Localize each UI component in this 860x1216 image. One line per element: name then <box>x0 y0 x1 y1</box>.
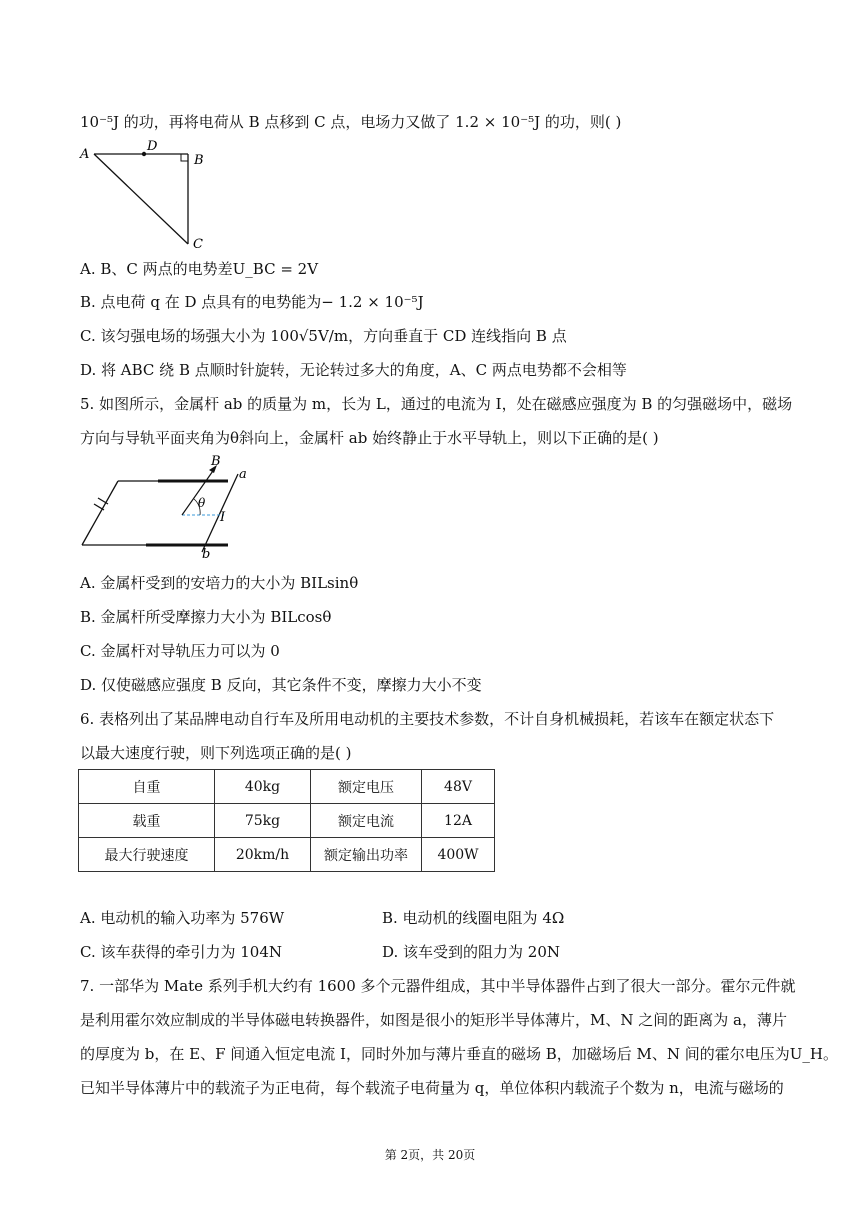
table-cell: 75kg <box>215 804 311 838</box>
table-cell: 48V <box>422 770 495 804</box>
q4-stem: 10⁻⁵J 的功，再将电荷从 B 点移到 C 点，电场力又做了 1.2 × 10⁻⁵J 的功，则( ) <box>80 113 622 131</box>
q5-stem-line2: 方向与导轨平面夹角为θ斜向上，金属杆 ab 始终静止于水平导轨上，则以下正确的是( ) <box>80 429 659 447</box>
q7-line2: 是利用霍尔效应制成的半导体磁电转换器件，如图是很小的矩形半导体薄片，M、N 之间的距离为 a，薄片 <box>80 1011 787 1029</box>
table-cell: 载重 <box>79 804 215 838</box>
q5-option-a: A. 金属杆受到的安培力的大小为 BILsinθ <box>80 574 359 592</box>
q6-spec-table <box>78 769 495 872</box>
q6-stem-line1: 6. 表格列出了某品牌电动自行车及所用电动机的主要技术参数，不计自身机械损耗，若该车在额定状态下 <box>80 710 775 728</box>
label-b: b <box>202 547 211 558</box>
table-cell: 40kg <box>215 770 311 804</box>
q7-line3: 的厚度为 b，在 E、F 间通入恒定电流 I，同时外加与薄片垂直的磁场 B，加磁场后 M、N 间的霍尔电压为U_H。 <box>80 1045 838 1063</box>
label-I: I <box>220 510 226 525</box>
label-C: C <box>193 237 203 252</box>
table-cell: 额定输出功率 <box>311 838 422 872</box>
q6-option-d: D. 该车受到的阻力为 20N <box>382 943 561 961</box>
q5-option-c: C. 金属杆对导轨压力可以为 0 <box>80 642 280 660</box>
q5-option-b: B. 金属杆所受摩擦力大小为 BILcosθ <box>80 608 332 626</box>
table-cell: 自重 <box>79 770 215 804</box>
table-cell: 400W <box>422 838 495 872</box>
q5-stem-line1: 5. 如图所示，金属杆 ab 的质量为 m，长为 L，通过的电流为 I，处在磁感应强度为 B 的匀强磁场中，磁场 <box>80 395 793 413</box>
q7-line4: 已知半导体薄片中的载流子为正电荷，每个载流子电荷量为 q，单位体积内载流子个数为 n，电流与磁场的 <box>80 1079 784 1097</box>
q4-option-d: D. 将 ABC 绕 B 点顺时针旋转，无论转过多大的角度，A、C 两点电势都不会相等 <box>80 361 627 379</box>
label-a: a <box>239 467 247 482</box>
table-cell: 额定电流 <box>311 804 422 838</box>
q6-option-c: C. 该车获得的牵引力为 104N <box>80 943 283 961</box>
table-cell: 额定电压 <box>311 770 422 804</box>
table-cell: 12A <box>422 804 495 838</box>
q4-triangle-figure <box>74 136 214 254</box>
label-B-field: B <box>211 454 221 469</box>
table-cell: 20km/h <box>215 838 311 872</box>
table-row <box>79 838 495 872</box>
table-row <box>79 770 495 804</box>
label-D: D <box>147 139 158 154</box>
label-A: A <box>80 147 90 162</box>
label-theta: θ <box>198 496 206 510</box>
q6-option-a: A. 电动机的输入功率为 576W <box>80 909 285 927</box>
q7-line1: 7. 一部华为 Mate 系列手机大约有 1600 多个元器件组成，其中半导体器件占到了很大一部分。霍尔元件就 <box>80 977 796 995</box>
q6-stem-line2: 以最大速度行驶，则下列选项正确的是( ) <box>80 744 352 762</box>
table-row <box>79 804 495 838</box>
q4-option-b: B. 点电荷 q 在 D 点具有的电势能为− 1.2 × 10⁻⁵J <box>80 293 424 311</box>
q5-rail-figure <box>78 452 248 558</box>
q5-option-d: D. 仅使磁感应强度 B 反向，其它条件不变，摩擦力大小不变 <box>80 676 482 694</box>
page-footer: 第 2页，共 20页 <box>384 1148 476 1162</box>
q4-option-c: C. 该匀强电场的场强大小为 100√5V/m，方向垂直于 CD 连线指向 B 点 <box>80 327 567 345</box>
q6-option-b: B. 电动机的线圈电阻为 4Ω <box>382 909 565 927</box>
q4-option-a: A. B、C 两点的电势差U_BC = 2V <box>80 260 319 278</box>
table-cell: 最大行驶速度 <box>79 838 215 872</box>
label-B: B <box>194 153 204 168</box>
